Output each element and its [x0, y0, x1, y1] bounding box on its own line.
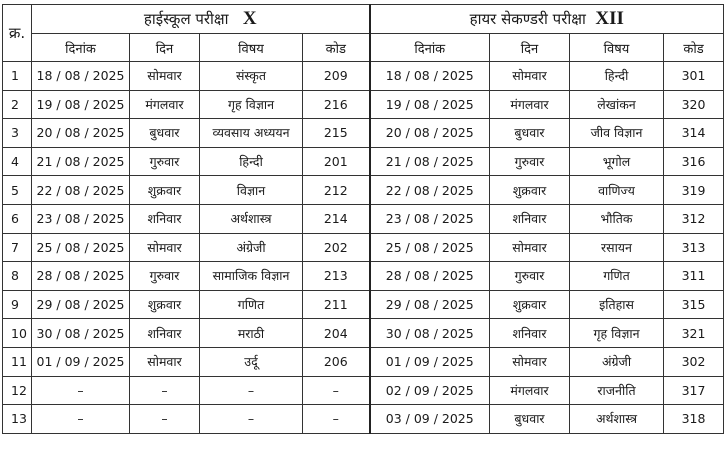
xii-subject-cell: इतिहास — [570, 290, 664, 319]
table-row — [3, 290, 724, 319]
x-code-cell: 211 — [303, 290, 370, 319]
xii-subject-cell: गृह विज्ञान — [570, 319, 664, 348]
table-row — [3, 90, 724, 119]
x-date-cell: 23 / 08 / 2025 — [32, 204, 130, 233]
xii-code-cell: 315 — [664, 290, 724, 319]
col-day-xii: दिन — [490, 34, 570, 62]
xii-date-cell: 23 / 08 / 2025 — [370, 204, 490, 233]
x-date-cell: 01 / 09 / 2025 — [32, 347, 130, 376]
serial-cell: 4 — [3, 147, 32, 176]
xii-date-cell: 21 / 08 / 2025 — [370, 147, 490, 176]
serial-cell: 11 — [3, 347, 32, 376]
xii-day-cell: गुरुवार — [490, 147, 570, 176]
x-code-cell: 206 — [303, 347, 370, 376]
table-row — [3, 147, 724, 176]
xii-code-cell: 314 — [664, 119, 724, 148]
x-subject-cell: – — [200, 376, 303, 405]
x-date-cell: 22 / 08 / 2025 — [32, 176, 130, 205]
exam-timetable — [2, 4, 724, 434]
col-day-x: दिन — [130, 34, 200, 62]
x-subject-cell: हिन्दी — [200, 147, 303, 176]
xii-date-cell: 18 / 08 / 2025 — [370, 62, 490, 91]
x-code-cell: 209 — [303, 62, 370, 91]
xii-day-cell: बुधवार — [490, 405, 570, 434]
x-day-cell: गुरुवार — [130, 262, 200, 291]
x-day-cell: शुक्रवार — [130, 176, 200, 205]
col-subject-x: विषय — [200, 34, 303, 62]
xii-subject-cell: गणित — [570, 262, 664, 291]
x-day-cell: सोमवार — [130, 62, 200, 91]
xii-code-cell: 313 — [664, 233, 724, 262]
x-code-cell: 216 — [303, 90, 370, 119]
section-x-header — [32, 5, 370, 34]
table-row — [3, 119, 724, 148]
x-subject-cell: मराठी — [200, 319, 303, 348]
x-date-cell: 29 / 08 / 2025 — [32, 290, 130, 319]
x-code-cell: 202 — [303, 233, 370, 262]
x-subject-cell: – — [200, 405, 303, 434]
x-subject-cell: संस्कृत — [200, 62, 303, 91]
x-code-cell: 213 — [303, 262, 370, 291]
xii-date-cell: 02 / 09 / 2025 — [370, 376, 490, 405]
serial-cell: 5 — [3, 176, 32, 205]
section-x-grade: X — [242, 8, 257, 29]
xii-subject-cell: वाणिज्य — [570, 176, 664, 205]
x-day-cell: शनिवार — [130, 319, 200, 348]
serial-cell: 6 — [3, 204, 32, 233]
xii-code-cell: 311 — [664, 262, 724, 291]
xii-date-cell: 25 / 08 / 2025 — [370, 233, 490, 262]
xii-day-cell: बुधवार — [490, 119, 570, 148]
serial-cell: 13 — [3, 405, 32, 434]
x-code-cell: 214 — [303, 204, 370, 233]
section-xii-grade: XII — [595, 8, 624, 29]
serial-cell: 9 — [3, 290, 32, 319]
serial-cell: 7 — [3, 233, 32, 262]
x-day-cell: शनिवार — [130, 204, 200, 233]
x-day-cell: – — [130, 376, 200, 405]
xii-code-cell: 317 — [664, 376, 724, 405]
x-subject-cell: सामाजिक विज्ञान — [200, 262, 303, 291]
x-date-cell: 30 / 08 / 2025 — [32, 319, 130, 348]
x-code-cell: 201 — [303, 147, 370, 176]
serial-cell: 10 — [3, 319, 32, 348]
xii-date-cell: 22 / 08 / 2025 — [370, 176, 490, 205]
x-date-cell: 21 / 08 / 2025 — [32, 147, 130, 176]
section-xii-header — [370, 5, 724, 34]
x-subject-cell: अंग्रेजी — [200, 233, 303, 262]
x-date-cell: 28 / 08 / 2025 — [32, 262, 130, 291]
xii-code-cell: 319 — [664, 176, 724, 205]
x-subject-cell: अर्थशास्त्र — [200, 204, 303, 233]
table-row — [3, 376, 724, 405]
x-subject-cell: विज्ञान — [200, 176, 303, 205]
x-day-cell: सोमवार — [130, 233, 200, 262]
x-subject-cell: गृह विज्ञान — [200, 90, 303, 119]
xii-subject-cell: भूगोल — [570, 147, 664, 176]
x-subject-cell: गणित — [200, 290, 303, 319]
table-row — [3, 204, 724, 233]
xii-day-cell: शनिवार — [490, 204, 570, 233]
xii-subject-cell: हिन्दी — [570, 62, 664, 91]
xii-date-cell: 01 / 09 / 2025 — [370, 347, 490, 376]
serial-cell: 1 — [3, 62, 32, 91]
xii-code-cell: 320 — [664, 90, 724, 119]
xii-date-cell: 28 / 08 / 2025 — [370, 262, 490, 291]
serial-cell: 12 — [3, 376, 32, 405]
table-row — [3, 405, 724, 434]
x-subject-cell: व्यवसाय अध्ययन — [200, 119, 303, 148]
table-row — [3, 62, 724, 91]
table-row — [3, 233, 724, 262]
xii-day-cell: सोमवार — [490, 347, 570, 376]
xii-code-cell: 321 — [664, 319, 724, 348]
xii-subject-cell: राजनीति — [570, 376, 664, 405]
x-code-cell: 215 — [303, 119, 370, 148]
xii-subject-cell: भौतिक — [570, 204, 664, 233]
col-date-xii: दिनांक — [370, 34, 490, 62]
xii-subject-cell: रसायन — [570, 233, 664, 262]
xii-code-cell: 318 — [664, 405, 724, 434]
xii-date-cell: 29 / 08 / 2025 — [370, 290, 490, 319]
x-day-cell: – — [130, 405, 200, 434]
x-code-cell: 212 — [303, 176, 370, 205]
x-date-cell: – — [32, 376, 130, 405]
x-date-cell: 20 / 08 / 2025 — [32, 119, 130, 148]
col-subject-xii: विषय — [570, 34, 664, 62]
col-code-xii: कोड — [664, 34, 724, 62]
x-day-cell: बुधवार — [130, 119, 200, 148]
timetable-body — [3, 62, 724, 434]
xii-day-cell: सोमवार — [490, 62, 570, 91]
xii-subject-cell: अर्थशास्त्र — [570, 405, 664, 434]
serial-cell: 3 — [3, 119, 32, 148]
table-row — [3, 176, 724, 205]
xii-day-cell: सोमवार — [490, 233, 570, 262]
table-row — [3, 319, 724, 348]
col-code-x: कोड — [303, 34, 370, 62]
table-row — [3, 347, 724, 376]
x-date-cell: – — [32, 405, 130, 434]
xii-date-cell: 19 / 08 / 2025 — [370, 90, 490, 119]
xii-day-cell: शुक्रवार — [490, 290, 570, 319]
x-code-cell: 204 — [303, 319, 370, 348]
x-code-cell: – — [303, 405, 370, 434]
section-xii-title: हायर सेकण्डरी परीक्षा — [469, 10, 586, 28]
x-day-cell: सोमवार — [130, 347, 200, 376]
xii-day-cell: शनिवार — [490, 319, 570, 348]
xii-subject-cell: जीव विज्ञान — [570, 119, 664, 148]
x-subject-cell: उर्दू — [200, 347, 303, 376]
xii-subject-cell: लेखांकन — [570, 90, 664, 119]
serial-cell: 8 — [3, 262, 32, 291]
xii-date-cell: 30 / 08 / 2025 — [370, 319, 490, 348]
col-date-x: दिनांक — [32, 34, 130, 62]
xii-date-cell: 20 / 08 / 2025 — [370, 119, 490, 148]
xii-code-cell: 316 — [664, 147, 724, 176]
xii-date-cell: 03 / 09 / 2025 — [370, 405, 490, 434]
xii-subject-cell: अंग्रेजी — [570, 347, 664, 376]
x-date-cell: 19 / 08 / 2025 — [32, 90, 130, 119]
x-day-cell: गुरुवार — [130, 147, 200, 176]
x-day-cell: शुक्रवार — [130, 290, 200, 319]
table-row — [3, 262, 724, 291]
xii-code-cell: 302 — [664, 347, 724, 376]
xii-day-cell: शुक्रवार — [490, 176, 570, 205]
xii-code-cell: 312 — [664, 204, 724, 233]
section-x-title: हाईस्कूल परीक्षा — [143, 10, 229, 28]
xii-day-cell: गुरुवार — [490, 262, 570, 291]
x-date-cell: 25 / 08 / 2025 — [32, 233, 130, 262]
xii-code-cell: 301 — [664, 62, 724, 91]
serial-cell: 2 — [3, 90, 32, 119]
serial-header: क्र. — [3, 5, 32, 62]
x-code-cell: – — [303, 376, 370, 405]
xii-day-cell: मंगलवार — [490, 90, 570, 119]
x-date-cell: 18 / 08 / 2025 — [32, 62, 130, 91]
x-day-cell: मंगलवार — [130, 90, 200, 119]
xii-day-cell: मंगलवार — [490, 376, 570, 405]
